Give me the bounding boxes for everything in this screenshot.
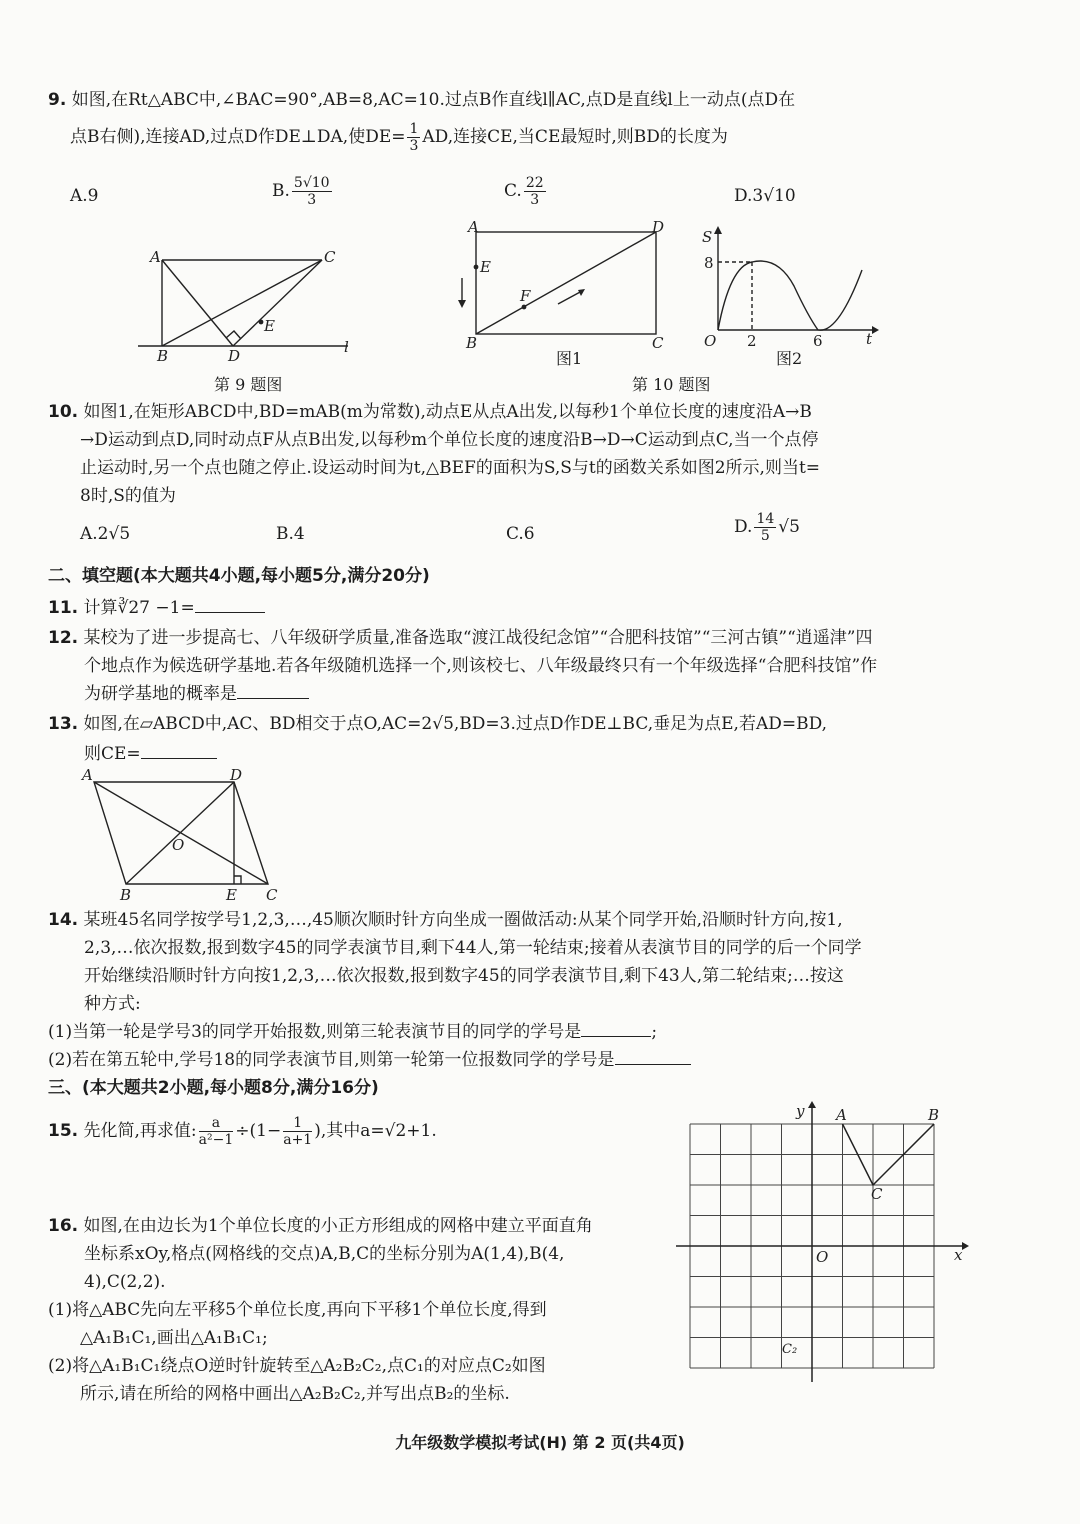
q9-frac-den: 3 [409, 138, 419, 154]
section-2-heading: 二、填空题(本大题共4小题,每小题5分,满分20分) [48, 566, 430, 586]
q10-label-a: A [468, 218, 479, 236]
q12-answer-blank[interactable] [237, 680, 309, 699]
q11-text: 计算∛27 −1= [83, 598, 195, 618]
q13-label-c: C [266, 886, 278, 904]
q10-label-b: B [466, 334, 478, 352]
q9-label-b: B [157, 347, 169, 365]
q15-frac-2-den: a+1 [283, 1132, 313, 1148]
q10-arrow-diag [558, 291, 582, 304]
q13-diagonal-bd [126, 782, 234, 884]
q10-figure-1 [456, 220, 676, 355]
q10-label-f: F [520, 287, 531, 305]
q15-number: 15. [48, 1121, 79, 1141]
q9-seg-dc [233, 260, 322, 346]
q16-text-1: 如图,在由边长为1个单位长度的小正方形组成的网格中建立平面直角 [83, 1216, 593, 1236]
q13-figure [80, 766, 290, 904]
q13-label-a: A [82, 766, 93, 784]
q15-frac-1-num: a [199, 1116, 234, 1132]
q16-text-3: 4),C(2,2). [84, 1272, 166, 1292]
q10-label-6: 6 [813, 332, 823, 350]
q9-text-2b: AD,连接CE,当CE最短时,则BD的长度为 [422, 127, 728, 147]
q10-option-c: C.6 [506, 524, 535, 544]
q14-text-1: 某班45名同学按学号1,2,3,…,45顺次顺时针方向坐成一圈做活动:从某个同学开始,沿顺时针方向,按1, [83, 910, 843, 930]
q9-number: 9. [48, 90, 67, 110]
q11 [48, 594, 265, 622]
q9-figure-caption: 第 9 题图 [214, 375, 283, 394]
q12-text-3: 为研学基地的概率是 [84, 684, 237, 704]
q15-text-b: ,其中a=√2+1. [320, 1121, 437, 1141]
q9-line1 [48, 86, 795, 114]
q9-option-c-prefix: C. [504, 181, 522, 201]
q15-divide: ÷ [235, 1121, 250, 1141]
q13-label-d: D [230, 766, 243, 784]
q9-text-1: 如图,在Rt△ABC中,∠BAC=90°,AB=8,AC=10.过点B作直线l∥AC,点D是直线l上一动点(点D在 [71, 90, 796, 110]
q14-sub2-text: (2)若在第五轮中,学号18的同学表演节目,则第一轮第一位报数同学的学号是 [48, 1050, 615, 1070]
q9-option-c-num: 22 [525, 175, 544, 191]
q15-frac-1 [199, 1116, 234, 1147]
q10-axis-s-arrow [714, 226, 722, 234]
q10-option-d [734, 512, 800, 543]
q9-option-b-frac [292, 176, 332, 207]
q16-text-2: 坐标系xOy,格点(网格线的交点)A,B,C的坐标分别为A(1,4),B(4, [84, 1244, 565, 1264]
q13-label-b: B [120, 886, 132, 904]
q10-text-1: 如图1,在矩形ABCD中,BD=mAB(m为常数),动点E从点A出发,以每秒1个单位长度的速度沿A→B [83, 402, 812, 422]
q15 [48, 1114, 437, 1148]
q14-text-4: 种方式: [84, 994, 141, 1014]
q9-label-d: D [228, 347, 241, 365]
q9-text-2a: 点B右侧),连接AD,过点D作DE⊥DA,使DE= [70, 127, 406, 147]
q9-option-d: D.3√10 [734, 186, 796, 206]
q11-answer-blank[interactable] [195, 594, 265, 613]
q16-sub2b: 所示,请在所给的网格中画出△A₂B₂C₂,并写出点B₂的坐标. [80, 1384, 510, 1404]
q14-number: 14. [48, 910, 79, 930]
q10-text-4: 8时,S的值为 [80, 486, 176, 506]
q10-figure-1-caption: 图1 [556, 349, 583, 368]
q10-label-s: S [702, 228, 713, 246]
q9-frac-num: 1 [409, 121, 419, 137]
q9-figure [130, 240, 360, 365]
q9-option-c-frac [524, 176, 546, 207]
q15-paren-open: (1− [249, 1121, 282, 1141]
q15-frac-1-den: a²−1 [198, 1132, 234, 1148]
q10-arrow-down-head [458, 300, 466, 308]
q16-label-y: y [796, 1102, 805, 1120]
q10-label-t: t [866, 330, 873, 348]
q13-right-angle [234, 876, 241, 884]
q9-label-a: A [150, 248, 161, 266]
q14-sub1: (1)当第一轮是学号3的同学开始报数,则第三轮表演节目的同学的学号是 ; [48, 1018, 657, 1046]
q15-frac-2-num: 1 [283, 1116, 312, 1132]
q9-label-l: l [344, 338, 349, 356]
q10-option-d-den: 5 [760, 528, 770, 544]
q16-sub1b: △A₁B₁C₁,画出△A₁B₁C₁; [80, 1328, 268, 1348]
q10-point-f [522, 305, 527, 310]
q10-label-8: 8 [704, 254, 714, 272]
page-footer: 九年级数学模拟考试(H) 第 2 页(共4页) [395, 1433, 685, 1452]
q10-line1 [48, 398, 812, 426]
q14-sub2-answer-blank[interactable] [615, 1046, 691, 1065]
q14-text-3: 开始继续沿顺时针方向按1,2,3,…依次报数,报到数字45的同学表演节目,剩下43人,第二轮结束;…按这 [84, 966, 844, 986]
q10-figure-2 [700, 226, 885, 356]
q14-sub1-text: (1)当第一轮是学号3的同学开始报数,则第三轮表演节目的同学的学号是 [48, 1022, 582, 1042]
q16-label-x: x [954, 1246, 963, 1264]
q10-axis-t-arrow [872, 326, 879, 334]
q12-text-1: 某校为了进一步提高七、八年级研学质量,准备选取“渡江战役纪念馆”“合肥科技馆”“三河古镇”“逍遥津”四 [83, 628, 873, 648]
q10-option-a: A.2√5 [80, 524, 131, 544]
q12-line3 [84, 680, 309, 708]
q10-diagonal-bd [476, 232, 656, 334]
q11-number: 11. [48, 598, 79, 618]
q10-label-e: E [480, 258, 491, 276]
q9-seg-ad [162, 260, 233, 346]
q10-option-d-prefix: D. [734, 517, 753, 537]
q9-label-c: C [324, 248, 336, 266]
q9-option-b-den: 3 [307, 192, 317, 208]
q10-option-d-suffix: √5 [778, 517, 800, 537]
q9-option-b [272, 176, 334, 207]
q13-answer-blank[interactable] [141, 740, 217, 759]
q9-right-angle [226, 331, 241, 339]
q12-number: 12. [48, 628, 79, 648]
q16-x-arrow [962, 1242, 969, 1250]
q10-option-d-num: 14 [756, 511, 775, 527]
q10-number: 10. [48, 402, 79, 422]
q9-option-c [504, 176, 548, 207]
q9-option-b-num: 5√10 [293, 175, 330, 191]
q14-sub2 [48, 1046, 691, 1074]
q10-label-o: O [704, 332, 717, 350]
q15-paren-close: ) [314, 1121, 321, 1141]
q15-text-a: 先化简,再求值: [83, 1121, 197, 1141]
q10-text-2: →D运动到点D,同时动点F从点B出发,以每秒m个单位长度的速度沿B→D→C运动到点C,当一个点停 [80, 430, 819, 450]
q13-text-1: 如图,在▱ABCD中,AC、BD相交于点O,AC=2√5,BD=3.过点D作DE⊥BC,垂足为点E,若AD=BD, [83, 714, 828, 734]
q13-label-o: O [172, 836, 185, 854]
q13-line1 [48, 710, 827, 738]
q10-curve [718, 261, 862, 330]
q13-number: 13. [48, 714, 79, 734]
q10-text-3: 止运动时,另一个点也随之停止.设运动时间为t,△BEF的面积为S,S与t的函数关系如图2所示,则当t= [80, 458, 821, 478]
q13-line2 [84, 740, 217, 768]
q16-label-c2: C₂ [782, 1342, 798, 1357]
q10-figure-2-caption: 图2 [776, 349, 803, 368]
q14-line1 [48, 906, 843, 934]
q14-sub1-answer-blank[interactable] [581, 1018, 651, 1037]
q10-figure-caption: 第 10 题图 [632, 375, 711, 394]
q9-option-b-prefix: B. [272, 181, 290, 201]
q9-point-e [259, 320, 264, 325]
q16-line1 [48, 1212, 593, 1240]
q9-seg-bc [162, 260, 322, 346]
q10-label-c: C [652, 334, 664, 352]
q13-text-2: 则CE= [84, 744, 141, 764]
q10-point-e [474, 265, 479, 270]
q14-text-2: 2,3,…依次报数,报到数字45的同学表演节目,剩下44人,第一轮结束;接着从表演节目的同学的后一个同学 [84, 938, 862, 958]
q9-line2 [70, 122, 728, 153]
q16-sub1a: (1)将△ABC先向左平移5个单位长度,再向下平移1个单位长度,得到 [48, 1300, 547, 1320]
q9-fraction [407, 122, 420, 153]
q16-label-a: A [836, 1106, 847, 1124]
q16-grid-figure [672, 1100, 972, 1385]
q12-text-2: 个地点作为候选研学基地.若各年级随机选择一个,则该校七、八年级最终只有一个年级选择“合肥科技馆”作 [84, 656, 878, 676]
q16-label-c: C [871, 1185, 883, 1203]
q16-number: 16. [48, 1216, 79, 1236]
q9-option-a: A.9 [70, 186, 99, 206]
q10-option-b: B.4 [276, 524, 305, 544]
q10-label-2: 2 [747, 332, 757, 350]
q10-label-d: D [652, 218, 665, 236]
q9-label-e: E [264, 317, 275, 335]
q9-option-c-den: 3 [530, 192, 540, 208]
q15-frac-2 [283, 1116, 312, 1147]
q16-label-o: O [816, 1248, 829, 1266]
q16-label-b: B [928, 1106, 940, 1124]
q13-label-e: E [226, 886, 237, 904]
section-3-heading: 三、(本大题共2小题,每小题8分,满分16分) [48, 1078, 379, 1098]
q16-y-arrow [808, 1101, 816, 1108]
q12-line1 [48, 624, 872, 652]
q16-sub2a: (2)将△A₁B₁C₁绕点O逆时针旋转至△A₂B₂C₂,点C₁的对应点C₂如图 [48, 1356, 546, 1376]
q10-option-d-frac [754, 512, 776, 543]
